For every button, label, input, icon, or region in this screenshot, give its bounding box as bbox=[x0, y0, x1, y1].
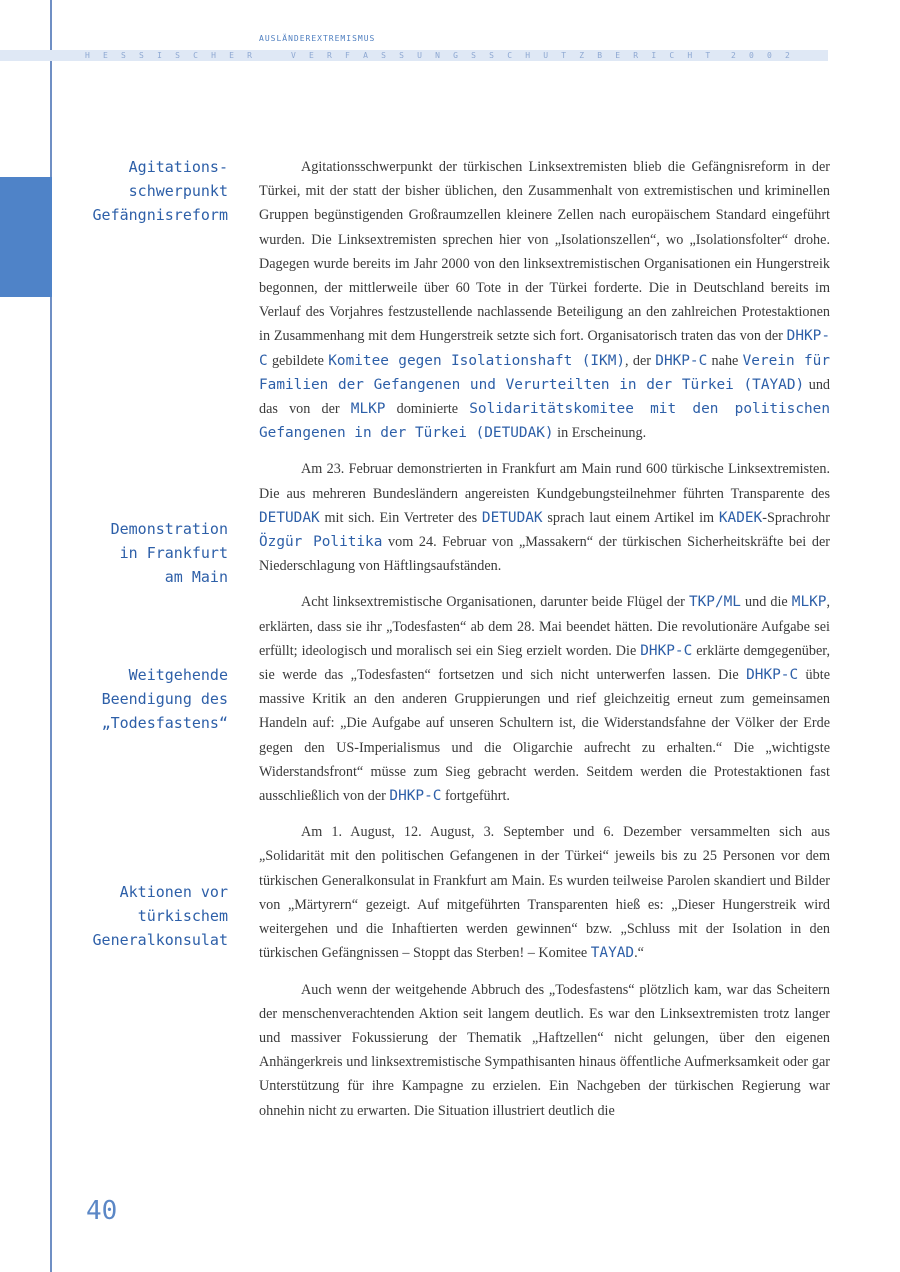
organization-name: KADEK bbox=[718, 509, 763, 526]
margin-note-generalkonsulat: Aktionen vor türkischem Generalkonsulat bbox=[92, 883, 228, 949]
organization-name: DHKP-C bbox=[259, 328, 830, 369]
body-text bbox=[259, 155, 830, 1135]
organization-name: Solidaritätskomitee mit den politischen Gefangenen in der Türkei (DETUDAK) bbox=[259, 401, 830, 442]
organization-name: Özgür Politika bbox=[259, 534, 383, 551]
paragraph: Am 1. August, 12. August, 3. September und 6. Dezember versammelten sich aus „Solidarität mit den politischen Gefangenen in der Türkei“ jeweils bis zu 25 Personen vor dem türkischen Generalkonsulat in Frankfurt am Main. Es wurden teilweise Parolen skandiert und Bilder von „Märtyrern“ gezeigt. Auf mitgeführten Transparenten hieß es: „Dieser Hungerstreik wird weitergehen und die Inhaftierten werden gewinnen“ bzw. „Schluss mit der Isolation in den türkischen Gefängnissen – Stoppt das Sterben! – Komitee TAYAD.“ bbox=[259, 824, 830, 962]
paragraph: Auch wenn der weitgehende Abbruch des „Todesfastens“ plötzlich kam, war das Scheitern der menschenverachtenden Aktion seit langem deutlich. Es war den Linksextremisten trotz langer und massiver Fokussierung der Thematik „Haftzellen“ nicht gelungen, über den eigenen Anhängerkreis und linksextremistische Sympathisanten hinaus öffentliche Aufmerksamkeit oder gar Unterstützung für ihre Kampagne zu erzielen. Ein Nachgeben der türkischen Regierung war ohnehin nicht zu erwarten. Die Situation illustriert deutlich die bbox=[259, 981, 830, 1119]
organization-name: DHKP-C bbox=[746, 667, 799, 684]
organization-name: DHKP-C bbox=[655, 352, 708, 369]
chapter-tab bbox=[0, 177, 52, 297]
organization-name: TAYAD bbox=[590, 945, 635, 962]
paragraph: Agitationsschwerpunkt der türkischen Linksextremisten blieb die Gefängnisreform in der Türkei, mit der statt der bisher üblichen, den Zusammenhalt von extremistischen und kriminellen Gruppen begünstigenden Großraumzellen kleinere Zellen nach europäischem Standard eingeführt wurden. Die Linksextremisten sprechen hier von „Isolationszellen“, wo „Isolationsfolter“ drohe. Dagegen wurde bereits im Jahr 2000 von den linksextremistischen Organisationen ein Hungerstreik begonnen, der mittlerweile über 60 Tote in der Türkei forderte. Die in Deutschland bereits im Verlauf des Vorjahres festzustellende nachlassende Beteiligung an den zahlreichen Protestaktionen in Zusammenhang mit dem Hungerstreik setzte sich fort. Organisatorisch traten das von der DHKP-C gebildete Komitee gegen Isolationshaft (IKM), der DHKP-C nahe Verein für Familien der Gefangenen und Verurteilten in der Türkei (TAYAD) und das von der MLKP dominierte Solidaritätskomitee mit den politischen Gefangenen in der Türkei (DETUDAK) in Erscheinung. bbox=[259, 159, 831, 442]
organization-name: DHKP-C bbox=[640, 642, 693, 659]
organization-name: Komitee gegen Isolationshaft (IKM) bbox=[328, 352, 626, 369]
organization-name: Verein für Familien der Gefangenen und Verurteilten in der Türkei (TAYAD) bbox=[259, 352, 831, 393]
margin-note-todesfasten: Weitgehende Beendigung des „Todesfastens“ bbox=[101, 666, 228, 732]
paragraph: Acht linksextremistische Organisationen, darunter beide Flügel der TKP/ML und die MLKP, erklärten, dass sie ihr „Todesfasten“ ab dem 28. Mai beendet hätten. Die revolutionäre Aufgabe sei erfüllt; ideologisch und moralisch sei ein Sieg erzielt worden. Die DHKP-C erklärte demgegenüber, sie werde das „Todesfasten“ fortsetzen und sich nicht unterwerfen lassen. Die DHKP-C übte massive Kritik an den anderen Gruppierungen und rief gleichzeitig erneut zum gemeinsamen Handeln auf: „Die Aufgabe auf unseren Schultern ist, die Widerstandsfahne der Völker der Erde gegen den US-Imperialismus und die Oligarchie aufrecht zu erhalten.“ Die „wichtigste Widerstandsfront“ müsse zum Sieg gebracht werden. Seitdem werden die Protestaktionen fast ausschließlich von der DHKP-C fortgeführt. bbox=[259, 594, 830, 805]
organization-name: MLKP bbox=[791, 594, 827, 611]
running-header bbox=[85, 50, 805, 61]
organization-name: DETUDAK bbox=[259, 509, 320, 526]
page-number: 40 bbox=[86, 1196, 118, 1226]
organization-name: DHKP-C bbox=[389, 788, 442, 805]
running-header-part-2: VERFASSUNGSSCHUTZBERICHT bbox=[291, 51, 724, 60]
running-header-part-3: 2002 bbox=[731, 51, 804, 60]
margin-note-gefaengnisreform: Agitations- schwerpunkt Gefängnisreform bbox=[92, 158, 228, 224]
section-title: AUSLÄNDEREXTREMISMUS bbox=[259, 34, 376, 43]
running-header-part-1: HESSISCHER bbox=[85, 51, 266, 60]
margin-note-demonstration: Demonstration in Frankfurt am Main bbox=[110, 520, 228, 586]
organization-name: MLKP bbox=[350, 401, 386, 418]
paragraph: Am 23. Februar demonstrierten in Frankfurt am Main rund 600 türkische Linksextremisten. Die aus mehreren Bundesländern angereisten Kundgebungsteilnehmer führten Transparente des DETUDAK mit sich. Ein Vertreter des DETUDAK sprach laut einem Artikel im KADEK-Sprachrohr Özgür Politika vom 24. Februar von „Massakern“ der türkischen Sicherheitskräfte bei der Niederschlagung von Häftlingsaufständen. bbox=[259, 461, 830, 575]
organization-name: DETUDAK bbox=[481, 509, 543, 526]
organization-name: TKP/ML bbox=[688, 594, 741, 611]
